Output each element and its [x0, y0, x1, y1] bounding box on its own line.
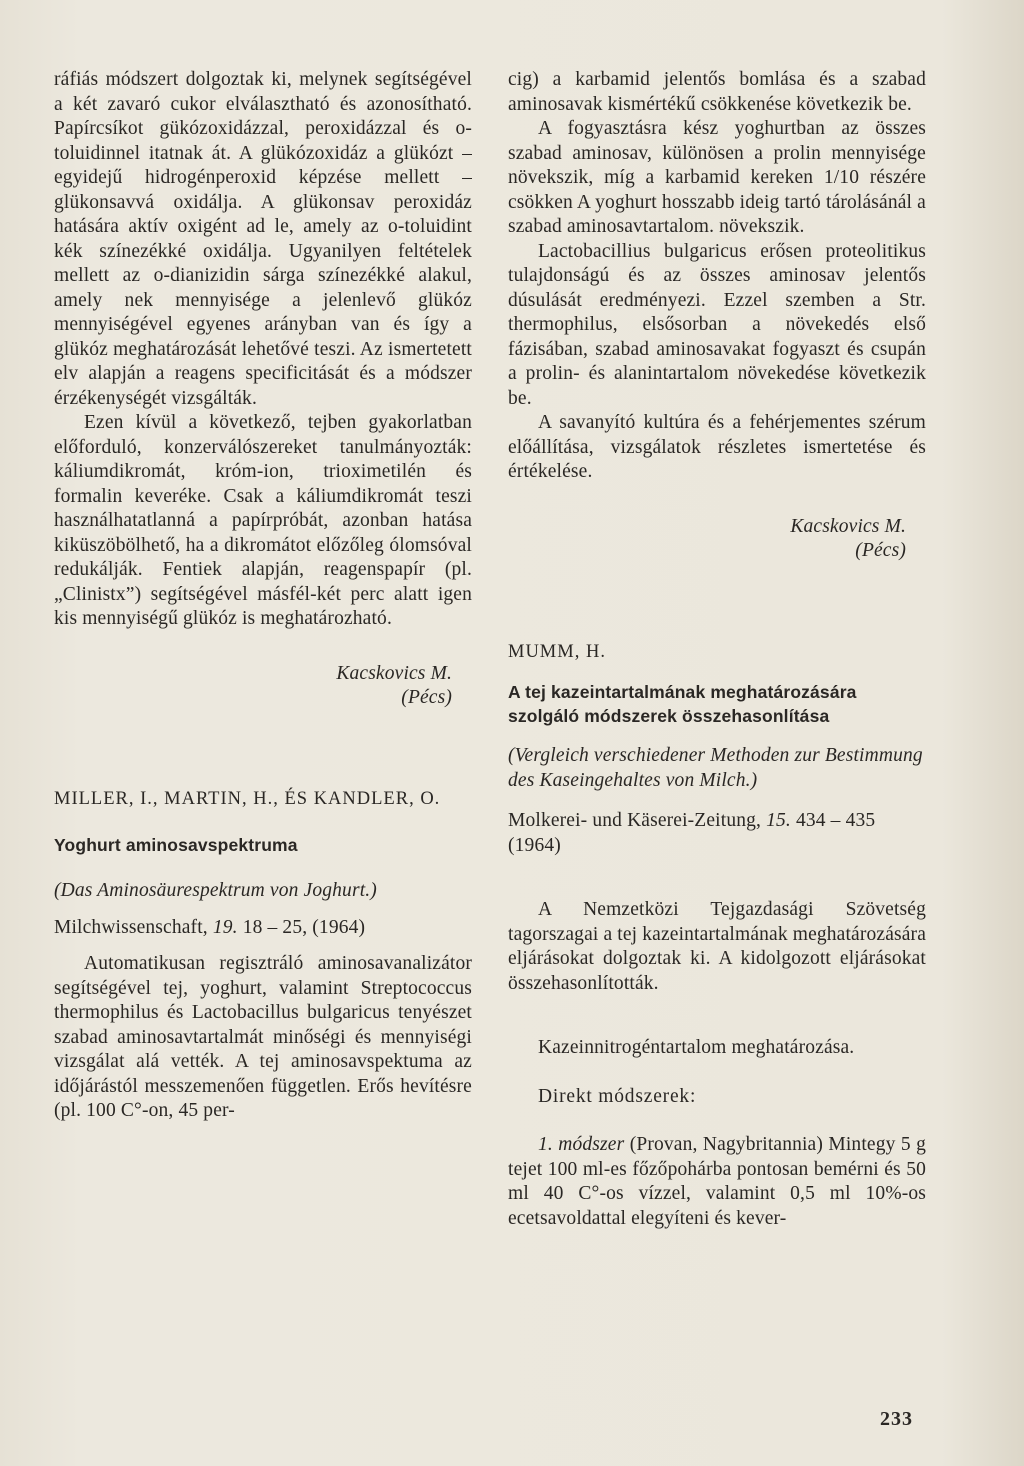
paragraph: A Nemzetközi Tejgazdasági Szövetség tagorszagai a tej kazeintartalmának meghatározására eljárásokat dolgoztak ki. A kidolgozott eljárásokat összehasonlították.	[508, 899, 926, 994]
paragraph: cig) a karbamid jelentős bomlása és a szabad aminosavak kismértékű csökkenése következik be.	[508, 69, 926, 115]
method-label: 1. módszer	[538, 1134, 625, 1155]
abstract-subtitle: (Vergleich verschiedener Methoden zur Bestimmung des Kaseingehaltes von Milch.)	[508, 745, 923, 791]
page-number: 233	[880, 1408, 913, 1430]
method-text: (Provan, Nagybritannia) Mintegy 5 g tejet 100 ml-es főzőpohárba pontosan bemérni és 50 ml 40 C°-os vízzel, valamint 0,5 ml 10%-os ecetsavoldattal elegyíteni és kever-	[508, 1134, 926, 1229]
right-column	[508, 68, 926, 1231]
source-journal: Milchwissenschaft,	[54, 916, 208, 938]
paragraph: ráfiás módszert dolgoztak ki, melynek segítségével a két zavaró cukor elválasztható és azonosítható. Papírcsíkot gükózoxidázzal, peroxidázzal és o-toluidinnel itatnak át. A glükózoxidáz a glükózt – egyidejű hidrogénperoxid képzése mellett – glükonsavvá oxidálja. A glükonsav peroxidáz hatására aktív oxigént ad le, amely az o-toluidint kék színezékké oxidálja. Ugyanilyen feltételek mellett az o-dianizidin sárga színezékké alakul, amely nek mennyisége a jelenlevő glükóz mennyiségével egyenes arányban van és így a glükóz meghatározását lehetővé teszi. Az ismertetett elv alapján a reagens specificitását és a módszer érzékenységét vizsgálták.	[54, 69, 472, 409]
paragraph: Ezen kívül a következő, tejben gyakorlatban előforduló, konzerválószereket tanulmányozták: káliumdikromát, króm-ion, trioximetilén és formalin keveréke. Csak a káliumdikromát teszi használhatatlanná a papírpróbát, azonban hatása kiküszöbölhető, ha a dikromátot előzőleg ólomsóval redukálják. Fentiek alapján, reagenspapír (pl. „Clinistx”) segítségével másfél-két perc alatt igen kis mennyiségű glükóz is meghatározható.	[54, 412, 472, 629]
paragraph: Lactobacillius bulgaricus erősen proteolitikus tulajdonságú és az összes aminosav jelentős dúsulását eredményezi. Ezzel szemben a Str. thermophilus, elsősorban a növekedés első fázisában, szabad aminosavakat fogyaszt és csupán a prolin- és alanintartalom növekedése következik be.	[508, 240, 926, 409]
signature	[54, 662, 452, 711]
source-volume: 15.	[766, 810, 791, 831]
signature-city: (Pécs)	[401, 687, 452, 708]
abstract-title: A tej kazeintartalmának meghatározására szolgáló módszerek összehasonlítása	[508, 682, 857, 726]
signature-city: (Pécs)	[855, 540, 906, 561]
abstract-authors: MILLER, I., MARTIN, H., ÉS KANDLER, O.	[54, 788, 441, 809]
paragraph: A savanyító kultúra és a fehérjementes szérum előállítása, vizsgálatok részletes ismertetése és értékelése.	[508, 412, 926, 482]
left-column	[54, 68, 472, 1124]
signature	[508, 515, 906, 564]
signature-name: Kacskovics M.	[790, 515, 906, 537]
abstract-authors: MUMM, H.	[508, 641, 606, 662]
source-pages: 434 – 435 (1964)	[508, 810, 876, 856]
abstract-source	[54, 916, 472, 941]
abstract-subtitle: (Das Aminosäurespektrum von Joghurt.)	[54, 880, 377, 901]
abstract-title: Yoghurt aminosavspektruma	[54, 835, 298, 855]
source-journal: Molkerei- und Käserei-Zeitung,	[508, 810, 762, 831]
paragraph	[508, 1133, 926, 1231]
signature-name: Kacskovics M.	[336, 662, 452, 684]
source-pages: 18 – 25, (1964)	[242, 916, 366, 938]
abstract-source	[508, 809, 926, 858]
paragraph: Automatikusan regisztráló aminosavanalizátor segítségével tej, yoghurt, valamint Streptococcus thermophilus és Lactobacillus bulgaricus tenyészet szabad aminosavtartalmát minőségi és mennyiségi vizsgálat alá vették. A tej aminosavspektuma az időjárástól messzemenően független. Erős hevítésre (pl. 100 C°-on, 45 per-	[54, 953, 472, 1121]
source-volume: 19.	[212, 916, 238, 938]
paragraph: Kazeinnitrogéntartalom meghatározása.	[538, 1037, 855, 1058]
paragraph: Direkt módszerek:	[538, 1085, 697, 1107]
paragraph: A fogyasztásra kész yoghurtban az összes szabad aminosav, különösen a prolin mennyisége növekszik, míg a karbamid kereken 1/10 részére csökken A yoghurt hosszabb ideig tartó tárolásánál a szabad aminosavtartalom. növekszik.	[508, 118, 926, 237]
